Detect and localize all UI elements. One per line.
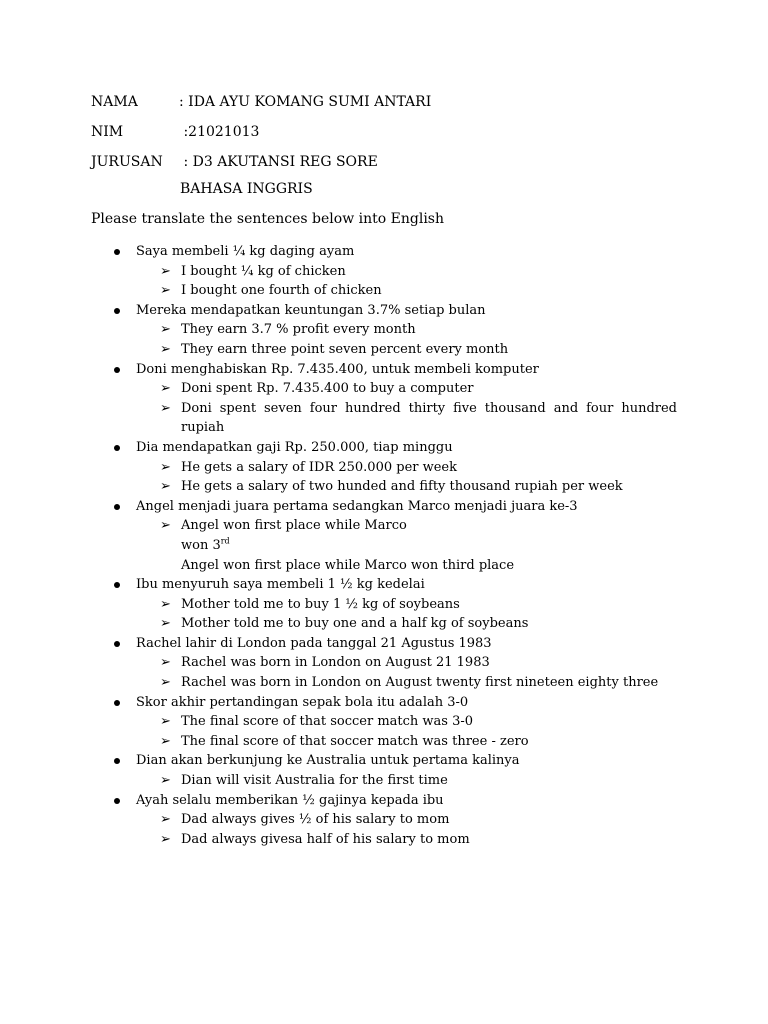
- list-item: [0, 438, 768, 458]
- answer-text: Doni spent Rp. 7.435.400 to buy a computer: [181, 381, 474, 397]
- answer-item: [0, 516, 677, 536]
- arrow-bullet-icon: ➢: [160, 263, 171, 279]
- answer-text: They earn 3.7 % profit every month: [181, 322, 416, 338]
- bullet-icon: [114, 367, 120, 373]
- arrow-bullet-icon: ➢: [160, 596, 171, 612]
- list-item: [0, 575, 768, 595]
- answer-item: [0, 614, 677, 634]
- answer-text: won 3: [181, 537, 221, 553]
- answer-text: Angel won first place while Marco won third place: [181, 557, 515, 573]
- arrow-bullet-icon: ➢: [160, 283, 171, 299]
- answer-text: The final score of that soccer match was three - zero: [181, 733, 529, 749]
- answer-text: Mother told me to buy one and a half kg of soybeans: [181, 616, 529, 632]
- list-item: [0, 693, 768, 713]
- arrow-bullet-icon: ➢: [160, 831, 171, 847]
- answer-continuation: [0, 536, 768, 556]
- bullet-icon: [114, 641, 120, 647]
- header-value: :21021013: [179, 124, 260, 140]
- translation-list: [0, 242, 768, 849]
- question-text: Dian akan berkunjung ke Australia untuk pertama kalinya: [136, 753, 520, 769]
- answer-item: [0, 340, 677, 360]
- arrow-bullet-icon: ➢: [160, 341, 171, 357]
- arrow-bullet-icon: ➢: [160, 400, 171, 416]
- arrow-bullet-icon: ➢: [160, 714, 171, 730]
- ordinal-suffix: rd: [220, 536, 230, 546]
- arrow-bullet-icon: ➢: [160, 518, 171, 534]
- answer-item: [0, 379, 677, 399]
- arrow-bullet-icon: ➢: [160, 655, 171, 671]
- answer-text: Doni spent seven four hundred thirty five thousand and four hundred rupiah: [181, 400, 677, 436]
- answer-item: [0, 477, 677, 497]
- answer-item: [0, 771, 677, 791]
- answer-item: [0, 712, 677, 732]
- answer-item: [0, 262, 677, 282]
- question-text: Ibu menyuruh saya membeli 1 ½ kg kedelai: [136, 577, 425, 593]
- list-item: [0, 301, 768, 321]
- question-text: Mereka mendapatkan keuntungan 3.7% setiap bulan: [136, 302, 486, 318]
- header-label: JURUSAN: [91, 154, 163, 170]
- answer-text: Dad always gives ½ of his salary to mom: [181, 812, 450, 828]
- arrow-bullet-icon: ➢: [160, 616, 171, 632]
- header-label: NIM: [91, 124, 124, 140]
- answer-text: Angel won first place while Marco: [181, 518, 407, 534]
- header-row-nim: [91, 122, 259, 142]
- answer-item: [0, 281, 677, 301]
- arrow-bullet-icon: ➢: [160, 675, 171, 691]
- bullet-icon: [114, 582, 120, 588]
- answer-text: Rachel was born in London on August twenty first nineteen eighty three: [181, 675, 659, 691]
- arrow-bullet-icon: ➢: [160, 479, 171, 495]
- list-item: [0, 497, 768, 517]
- answer-item: [0, 399, 677, 438]
- answer-continuation: [0, 556, 768, 576]
- answer-item: [0, 458, 677, 478]
- header-label: NAMA: [91, 94, 138, 110]
- question-text: Dia mendapatkan gaji Rp. 250.000, tiap minggu: [136, 439, 453, 455]
- list-item: [0, 634, 768, 654]
- answer-text: Mother told me to buy 1 ½ kg of soybeans: [181, 596, 460, 612]
- arrow-bullet-icon: ➢: [160, 322, 171, 338]
- answer-item: [0, 673, 677, 693]
- header-value: : D3 AKUTANSI REG SORE: [179, 154, 378, 170]
- arrow-bullet-icon: ➢: [160, 773, 171, 789]
- answer-text: Dad always givesa half of his salary to mom: [181, 831, 470, 847]
- question-text: Doni menghabiskan Rp. 7.435.400, untuk membeli komputer: [136, 361, 539, 377]
- answer-text: He gets a salary of two hunded and fifty thousand rupiah per week: [181, 479, 623, 495]
- answer-text: Rachel was born in London on August 21 1983: [181, 655, 490, 671]
- instruction-text: Please translate the sentences below into English: [91, 211, 444, 227]
- bullet-icon: [114, 798, 120, 804]
- subject-line: BAHASA INGGRIS: [180, 181, 313, 197]
- list-item: [0, 791, 768, 811]
- header-value: : IDA AYU KOMANG SUMI ANTARI: [179, 94, 432, 110]
- arrow-bullet-icon: ➢: [160, 733, 171, 749]
- bullet-icon: [114, 700, 120, 706]
- arrow-bullet-icon: ➢: [160, 812, 171, 828]
- bullet-icon: [114, 249, 120, 255]
- answer-text: He gets a salary of IDR 250.000 per week: [181, 459, 458, 475]
- list-item: [0, 751, 768, 771]
- arrow-bullet-icon: ➢: [160, 459, 171, 475]
- list-item: [0, 242, 768, 262]
- question-text: Saya membeli ¼ kg daging ayam: [136, 244, 355, 259]
- answer-item: [0, 732, 677, 752]
- arrow-bullet-icon: ➢: [160, 381, 171, 397]
- bullet-icon: [114, 758, 120, 764]
- answer-item: [0, 830, 677, 850]
- answer-text: Dian will visit Australia for the first time: [181, 773, 448, 789]
- header-row-jurusan: [91, 152, 378, 172]
- bullet-icon: [114, 504, 120, 510]
- answer-text: I bought one fourth of chicken: [181, 283, 382, 299]
- bullet-icon: [114, 308, 120, 314]
- bullet-icon: [114, 445, 120, 451]
- answer-text: They earn three point seven percent every month: [181, 341, 509, 357]
- answer-text: The final score of that soccer match was 3-0: [181, 714, 474, 730]
- answer-item: [0, 320, 677, 340]
- answer-item: [0, 810, 677, 830]
- question-text: Ayah selalu memberikan ½ gajinya kepada ibu: [136, 792, 444, 808]
- question-text: Rachel lahir di London pada tanggal 21 Agustus 1983: [136, 635, 492, 651]
- answer-item: [0, 653, 677, 673]
- question-text: Angel menjadi juara pertama sedangkan Marco menjadi juara ke-3: [136, 498, 578, 514]
- question-text: Skor akhir pertandingan sepak bola itu adalah 3-0: [136, 694, 469, 710]
- answer-item: [0, 595, 677, 615]
- answer-text: I bought ¼ kg of chicken: [181, 263, 346, 279]
- list-item: [0, 360, 768, 380]
- header-row-nama: [91, 92, 431, 112]
